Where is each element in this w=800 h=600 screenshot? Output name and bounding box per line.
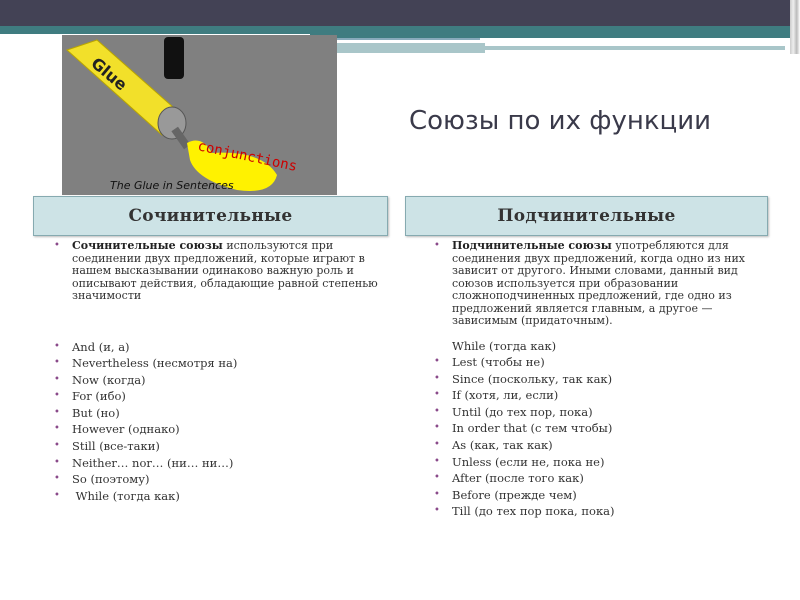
spacer bbox=[430, 328, 775, 338]
list-item: • Since (поскольку, так как) bbox=[430, 371, 775, 388]
spacer bbox=[50, 303, 390, 339]
header-subordinating: Подчинительные bbox=[405, 196, 768, 236]
intro-term: Сочинительные союзы bbox=[72, 239, 223, 252]
subordinating-column bbox=[430, 240, 775, 520]
slide-title: Союзы по их функции bbox=[408, 106, 712, 136]
list-item: • While (тогда как) bbox=[50, 488, 390, 505]
list-item: • Neither… nor… (ни… ни…) bbox=[50, 455, 390, 472]
coordinating-intro bbox=[50, 240, 390, 303]
list-item: • Now (когда) bbox=[50, 372, 390, 389]
decor-edge bbox=[790, 0, 800, 54]
list-item: • Before (прежде чем) bbox=[430, 487, 775, 504]
list-item: • However (однако) bbox=[50, 421, 390, 438]
decor-stripe bbox=[485, 46, 785, 50]
svg-text:Glue: Glue bbox=[87, 53, 131, 95]
list-item: • And (и, а) bbox=[50, 339, 390, 356]
intro-text: употребляются для соединения двух предложений, когда одно из них зависит от другого. Иными словами, данный вид союзов используется при образовании сложноподчиненных предложений, где одно из предложений является главным, а другое — зависимым (придаточным). bbox=[452, 239, 745, 327]
list-item: • After (после того как) bbox=[430, 470, 775, 487]
list-item: • If (хотя, ли, если) bbox=[430, 387, 775, 404]
header-coordinating: Сочинительные bbox=[33, 196, 388, 236]
image-label: conjunctions bbox=[196, 138, 299, 175]
list-item: • Until (до тех пор, пока) bbox=[430, 404, 775, 421]
intro-text: используются при соединении двух предложений, которые играют в нашем высказывании одинаково важную роль и описывают действия, обладающие равной степенью значимости bbox=[72, 239, 378, 302]
list-item: • Still (все-таки) bbox=[50, 438, 390, 455]
list-item: • For (ибо) bbox=[50, 388, 390, 405]
glue-illustration bbox=[62, 35, 337, 195]
coordinating-column bbox=[50, 240, 390, 504]
decor-stripe bbox=[0, 26, 790, 34]
list-item: While (тогда как) bbox=[452, 338, 557, 353]
list-item: • Lest (чтобы не) bbox=[430, 354, 775, 371]
top-bar bbox=[0, 0, 800, 26]
subordinating-intro bbox=[430, 240, 775, 328]
intro-term: Подчинительные союзы bbox=[452, 239, 612, 252]
svg-text:The Glue in Sentences: The Glue in Sentences bbox=[110, 179, 234, 192]
list-item: • So (поэтому) bbox=[50, 471, 390, 488]
list-item: • Nevertheless (несмотря на) bbox=[50, 355, 390, 372]
list-item: • Till (до тех пор пока, пока) bbox=[430, 503, 775, 520]
list-item: • But (но) bbox=[50, 405, 390, 422]
list-item: • As (как, так как) bbox=[430, 437, 775, 454]
list-item: • Unless (если не, пока не) bbox=[430, 454, 775, 471]
list-item: • In order that (с тем чтобы) bbox=[430, 420, 775, 437]
